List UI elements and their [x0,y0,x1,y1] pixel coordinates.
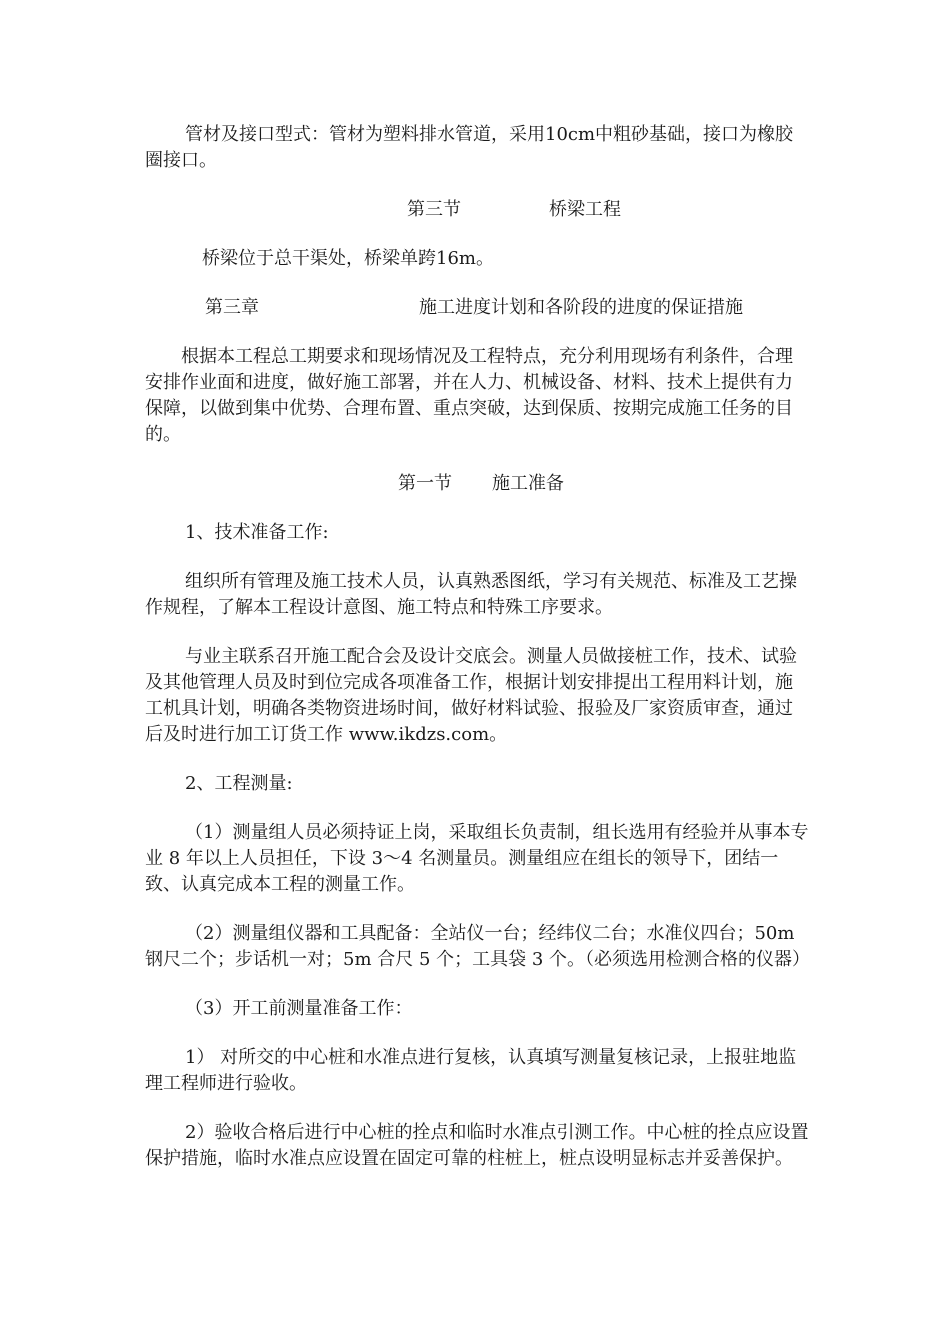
heading-section-1 [145,471,810,497]
paragraph-bridge: 桥梁位于总干渠处，桥梁单跨16m。 [202,248,494,269]
paragraph-survey-equipment: （2）测量组仪器和工具配备：全站仪一台；经纬仪二台；水准仪四台；50m 钢尺二个；步话机一对；5m 合尺 5 个；工具袋 3 个。（必须选用检测合格的仪器） [145,923,811,970]
heading-section-1-number: 第一节 [398,473,452,494]
paragraph-survey-title: 2、工程测量: [185,773,293,794]
heading-section-3 [145,197,810,223]
heading-chapter-3 [145,295,810,321]
paragraph-survey-team: （1）测量组人员必须持证上岗，采取组长负责制，组长选用有经验并从事本专业 8 年以上人员担任，下设 3～4 名测量员。测量组应在组长的领导下，团结一致、认真完成本工程的测量工作。 [145,822,809,895]
paragraph-tech-prep-title: 1、技术准备工作: [185,522,329,543]
paragraph-survey-prep-title: （3）开工前测量准备工作： [185,998,413,1019]
paragraph-survey-prep-1: 1） 对所交的中心桩和水准点进行复核，认真填写测量复核记录，上报驻地监理工程师进行验收。 [145,1047,797,1094]
paragraph-survey-prep-2: 2）验收合格后进行中心桩的拴点和临时水准点引测工作。中心桩的拴点应设置保护措施，临时水准点应设置在固定可靠的柱桩上，桩点设明显标志并妥善保护。 [145,1122,809,1169]
heading-section-3-number: 第三节 [407,199,461,220]
heading-chapter-3-number: 第三章 [205,297,259,318]
heading-chapter-3-title: 施工进度计划和各阶段的进度的保证措施 [419,297,743,318]
heading-section-3-title: 桥梁工程 [549,199,621,220]
paragraph-pipe-material: 管材及接口型式：管材为塑料排水管道，采用10cm中粗砂基础，接口为橡胶圈接口。 [145,124,794,171]
document-page [145,122,810,1195]
heading-section-1-title: 施工准备 [492,473,564,494]
paragraph-schedule-intro: 根据本工程总工期要求和现场情况及工程特点，充分利用现场有利条件，合理安排作业面和进度，做好施工部署，并在人力、机械设备、材料、技术上提供有力保障，以做到集中优势、合理布置、重点突破，达到保质、按期完成施工任务的目的。 [145,346,793,445]
paragraph-owner-contact: 与业主联系召开施工配合会及设计交底会。测量人员做接桩工作，技术、试验及其他管理人员及时到位完成各项准备工作，根据计划安排提出工程用料计划，施工机具计划，明确各类物资进场时间，做好材料试验、报验及厂家资质审查，通过后及时进行加工订货工作 www.ikdzs.com。 [145,646,797,745]
paragraph-tech-prep-body: 组织所有管理及施工技术人员，认真熟悉图纸，学习有关规范、标准及工艺操作规程，了解本工程设计意图、施工特点和特殊工序要求。 [145,571,797,618]
